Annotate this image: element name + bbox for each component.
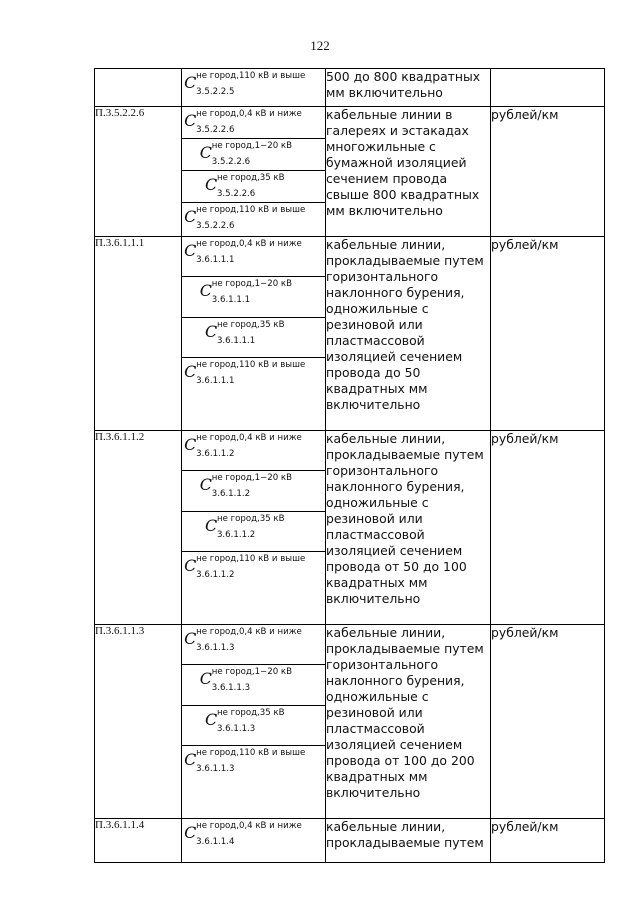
- item-code: П.3.6.1.1.2: [95, 431, 182, 625]
- formula-subscript: 3.6.1.1.2: [211, 489, 251, 499]
- formula-superscript: не город,0,4 кВ и ниже: [196, 821, 302, 831]
- item-unit: рублей/км: [491, 625, 605, 819]
- formula-subscript: 3.6.1.1.2: [216, 530, 256, 540]
- formula-superscript: не город,1−20 кВ: [211, 667, 292, 677]
- rate-formula: [184, 746, 323, 774]
- table-row: [95, 69, 605, 107]
- formula-column: [182, 69, 326, 107]
- rate-formula: [204, 512, 302, 540]
- formula-cell: [182, 551, 325, 624]
- rate-formula: [184, 237, 323, 265]
- rate-symbol: C: [204, 322, 218, 341]
- item-unit: рублей/км: [491, 237, 605, 431]
- formula-subscript: 3.6.1.1.2: [196, 449, 235, 459]
- formula-subscript: 3.5.2.2.5: [196, 87, 235, 97]
- rate-formula: [184, 107, 323, 135]
- formula-subscript: 3.6.1.1.1: [211, 295, 251, 305]
- formula-cell: [182, 470, 325, 511]
- formula-superscript: не город,35 кВ: [216, 320, 285, 330]
- formula-superscript: не город,110 кВ и выше: [196, 554, 306, 564]
- formula-superscript: не город,0,4 кВ и ниже: [196, 109, 302, 119]
- formula-superscript: не город,1−20 кВ: [211, 141, 292, 151]
- rate-formula: [199, 665, 307, 693]
- formula-cell: [182, 625, 325, 664]
- formula-superscript: не город,35 кВ: [216, 708, 285, 718]
- formula-superscript: не город,110 кВ и выше: [196, 360, 306, 370]
- formula-subscript: 3.6.1.1.3: [196, 764, 235, 774]
- rate-symbol: C: [199, 281, 213, 300]
- rate-symbol: C: [184, 823, 197, 842]
- rate-symbol: C: [184, 241, 197, 260]
- formula-column: [182, 625, 326, 819]
- formula-superscript: не город,35 кВ: [216, 173, 285, 183]
- rate-symbol: C: [199, 143, 213, 162]
- formula-cell: [182, 357, 325, 430]
- formula-subscript: 3.6.1.1.2: [196, 570, 235, 580]
- formula-cell: [182, 202, 325, 236]
- rate-formula: [199, 139, 307, 167]
- item-unit: рублей/км: [491, 107, 605, 237]
- rate-formula: [184, 625, 323, 653]
- formula-superscript: не город,35 кВ: [216, 514, 285, 524]
- formula-column: [182, 819, 326, 863]
- formula-superscript: не город,1−20 кВ: [211, 279, 292, 289]
- formula-cell: [182, 705, 325, 745]
- rate-symbol: C: [184, 362, 197, 381]
- formula-cell: [182, 511, 325, 551]
- rate-formula: [199, 277, 307, 305]
- table-row: [95, 237, 605, 431]
- formula-subscript: 3.6.1.1.3: [211, 683, 251, 693]
- rate-symbol: C: [199, 669, 213, 688]
- item-description: кабельные линии, прокладываемые путем: [326, 819, 491, 863]
- formula-subscript: 3.5.2.2.6: [211, 157, 251, 167]
- item-code: П.3.6.1.1.1: [95, 237, 182, 431]
- rate-symbol: C: [184, 435, 197, 454]
- item-description: кабельные линии, прокладываемые путем горизонтального наклонного бурения, одножильные с резиновой или пластмассовой изоляцией сечением провода до 50 квадратных мм включительно: [326, 237, 491, 431]
- table-row: [95, 431, 605, 625]
- item-description: кабельные линии, прокладываемые путем горизонтального наклонного бурения, одножильные с резиновой или пластмассовой изоляцией сечением провода от 100 до 200 квадратных мм включительно: [326, 625, 491, 819]
- item-description: кабельные линии, прокладываемые путем горизонтального наклонного бурения, одножильные с резиновой или пластмассовой изоляцией сечением провода от 50 до 100 квадратных мм включительно: [326, 431, 491, 625]
- rate-formula: [199, 471, 307, 499]
- rate-symbol: C: [184, 629, 197, 648]
- formula-cell: [182, 745, 325, 818]
- formula-column: [182, 107, 326, 237]
- formula-superscript: не город,1−20 кВ: [211, 473, 292, 483]
- table-row: [95, 107, 605, 237]
- formula-superscript: не город,0,4 кВ и ниже: [196, 433, 302, 443]
- item-description: 500 до 800 квадратных мм включительно: [326, 69, 491, 107]
- formula-cell: [182, 107, 325, 138]
- formula-cell: [182, 237, 325, 276]
- rate-formula: [184, 431, 323, 459]
- formula-subscript: 3.5.2.2.6: [216, 189, 256, 199]
- rate-symbol: C: [184, 73, 197, 92]
- rate-formula: [184, 552, 323, 580]
- item-unit: рублей/км: [491, 819, 605, 863]
- formula-column: [182, 237, 326, 431]
- table-row: [95, 625, 605, 819]
- page-number: 122: [310, 38, 330, 53]
- table-row: [95, 819, 605, 863]
- rate-formula: [184, 819, 323, 847]
- formula-subscript: 3.6.1.1.3: [216, 724, 256, 734]
- formula-cell: [182, 276, 325, 317]
- formula-subscript: 3.6.1.1.4: [196, 837, 235, 847]
- formula-subscript: 3.6.1.1.3: [196, 643, 235, 653]
- formula-subscript: 3.6.1.1.1: [196, 376, 235, 386]
- formula-cell: [182, 317, 325, 357]
- formula-cell: [182, 431, 325, 470]
- rate-symbol: C: [204, 516, 218, 535]
- item-code: [95, 69, 182, 107]
- item-code: П.3.6.1.1.4: [95, 819, 182, 863]
- rate-formula: [184, 203, 323, 231]
- rate-symbol: C: [204, 710, 218, 729]
- rate-formula: [204, 171, 302, 199]
- rate-symbol: C: [184, 207, 197, 226]
- rate-formula: [184, 69, 323, 97]
- formula-subscript: 3.5.2.2.6: [196, 221, 235, 231]
- formula-subscript: 3.5.2.2.6: [196, 125, 235, 135]
- formula-subscript: 3.6.1.1.1: [216, 336, 256, 346]
- formula-cell: [182, 664, 325, 705]
- item-code: П.3.5.2.2.6: [95, 107, 182, 237]
- item-unit: [491, 69, 605, 107]
- formula-superscript: не город,110 кВ и выше: [196, 748, 306, 758]
- rate-symbol: C: [184, 111, 197, 130]
- rate-symbol: C: [184, 556, 197, 575]
- formula-superscript: не город,110 кВ и выше: [196, 205, 306, 215]
- rate-symbol: C: [199, 475, 213, 494]
- formula-cell: [182, 69, 325, 106]
- rate-formula: [204, 318, 302, 346]
- rate-symbol: C: [184, 750, 197, 769]
- formula-column: [182, 431, 326, 625]
- rate-formula: [184, 358, 323, 386]
- item-description: кабельные линии в галереях и эстакадах многожильные с бумажной изоляцией сечением провода свыше 800 квадратных мм включительно: [326, 107, 491, 237]
- formula-superscript: не город,0,4 кВ и ниже: [196, 627, 302, 637]
- formula-cell: [182, 138, 325, 170]
- item-code: П.3.6.1.1.3: [95, 625, 182, 819]
- formula-cell: [182, 819, 325, 862]
- item-unit: рублей/км: [491, 431, 605, 625]
- formula-superscript: не город,0,4 кВ и ниже: [196, 239, 302, 249]
- rate-symbol: C: [204, 175, 218, 194]
- formula-cell: [182, 170, 325, 202]
- formula-subscript: 3.6.1.1.1: [196, 255, 235, 265]
- rate-formula: [204, 706, 302, 734]
- formula-superscript: не город,110 кВ и выше: [196, 71, 306, 81]
- rates-table: [94, 68, 605, 863]
